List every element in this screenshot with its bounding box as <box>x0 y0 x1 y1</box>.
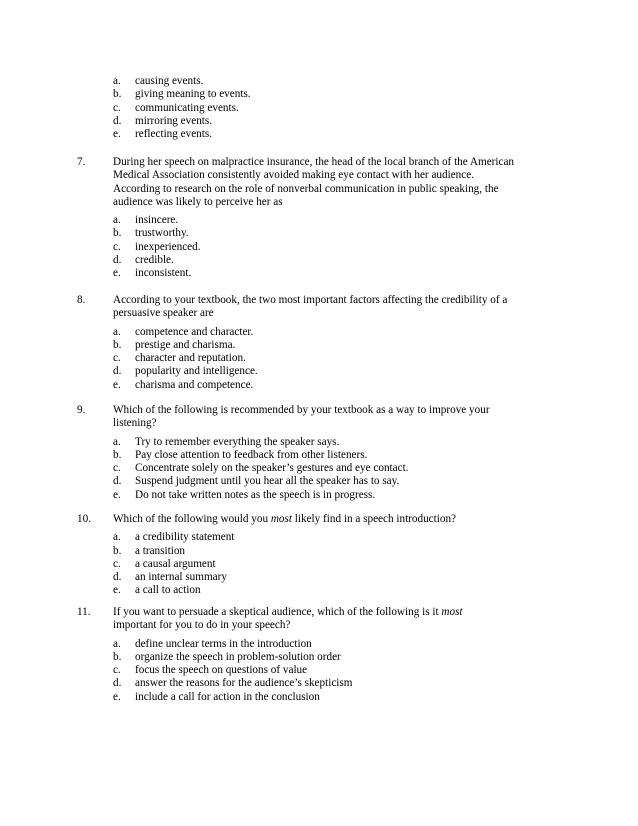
question-7 <box>77 156 547 281</box>
option <box>113 651 553 664</box>
option <box>113 677 553 690</box>
option-letter: b. <box>113 338 122 351</box>
text-run: likely find in a speech introduction? <box>291 513 457 525</box>
option <box>113 379 553 392</box>
option-text: a credibility statement <box>135 531 235 544</box>
question-11 <box>77 606 547 704</box>
option <box>113 558 553 571</box>
option-letter: e. <box>113 488 121 501</box>
option <box>113 664 553 677</box>
option-text: answer the reasons for the audience’s skepticism <box>135 677 353 690</box>
text-run: If you want to persuade a skeptical audience, which of the following is it <box>113 606 442 618</box>
option-letter: b. <box>113 227 122 240</box>
option-text: an internal summary <box>135 571 227 584</box>
option-letter: d. <box>113 254 122 267</box>
option-text: popularity and intelligence. <box>135 365 258 378</box>
question-8 <box>77 294 547 392</box>
option-letter: c. <box>113 101 121 114</box>
option-text: include a call for action in the conclusion <box>135 690 320 703</box>
option <box>113 88 553 101</box>
options <box>113 531 553 597</box>
question-line: According to your textbook, the two most important factors affecting the credibility of a <box>113 294 508 306</box>
options <box>113 326 553 392</box>
option-letter: c. <box>113 462 121 475</box>
option-letter: d. <box>113 677 122 690</box>
question-text <box>113 513 547 526</box>
options <box>113 638 553 704</box>
option-letter: e. <box>113 267 121 280</box>
option-letter: a. <box>113 531 121 544</box>
option-letter: e. <box>113 378 121 391</box>
option-letter: e. <box>113 128 121 141</box>
option-text: charisma and competence. <box>135 378 254 391</box>
option-text: insincere. <box>135 214 179 227</box>
option-letter: b. <box>113 650 122 663</box>
option <box>113 489 553 502</box>
options <box>113 436 553 502</box>
option <box>113 691 553 704</box>
option-text: Do not take written notes as the speech is in progress. <box>135 488 376 501</box>
option-text: organize the speech in problem-solution order <box>135 650 341 663</box>
option-text: a causal argument <box>135 557 216 570</box>
option-letter: b. <box>113 448 122 461</box>
question-number: 10. <box>77 513 91 525</box>
option-letter: d. <box>113 571 122 584</box>
option-text: focus the speech on questions of value <box>135 664 308 677</box>
option <box>113 115 553 128</box>
options <box>113 214 553 280</box>
option-letter: a. <box>113 435 121 448</box>
question-10 <box>77 513 547 598</box>
option <box>113 128 553 141</box>
question-line: According to research on the role of nonverbal communication in public speaking, the <box>113 182 499 195</box>
option <box>113 531 553 544</box>
option-letter: a. <box>113 75 121 87</box>
option <box>113 584 553 597</box>
emphasis: most <box>270 513 292 525</box>
option-text: mirroring events. <box>135 114 213 127</box>
option-letter: e. <box>113 584 121 597</box>
option <box>113 227 553 240</box>
option-text: reflecting events. <box>135 128 213 141</box>
option-text: prestige and charisma. <box>135 338 236 351</box>
option-text: Try to remember everything the speaker says. <box>135 435 340 448</box>
question-line: persuasive speaker are <box>113 307 214 320</box>
question-text <box>113 606 547 633</box>
option-letter: d. <box>113 365 122 378</box>
option-letter: a. <box>113 214 121 227</box>
option <box>113 449 553 462</box>
question-9 <box>77 404 547 502</box>
option-letter: d. <box>113 475 122 488</box>
option-letter: c. <box>113 352 121 365</box>
option <box>113 267 553 280</box>
option-text: character and reputation. <box>135 352 246 365</box>
text-run: important for you to do in your speech? <box>113 619 291 632</box>
option <box>113 241 553 254</box>
option-letter: a. <box>113 325 121 338</box>
option <box>113 365 553 378</box>
option-text: trustworthy. <box>135 227 189 240</box>
question-text <box>113 404 547 431</box>
option-letter: d. <box>113 114 122 127</box>
option-text: giving meaning to events. <box>135 88 251 101</box>
option-text: Pay close attention to feedback from other listeners. <box>135 448 368 461</box>
question-number: 11. <box>77 606 91 618</box>
option <box>113 436 553 449</box>
option <box>113 352 553 365</box>
question-number: 7. <box>77 156 86 168</box>
question-text <box>113 156 547 209</box>
option-letter: b. <box>113 88 122 101</box>
option <box>113 326 553 339</box>
question-line: During her speech on malpractice insurance, the head of the local branch of the American <box>113 156 515 168</box>
question-number: 9. <box>77 404 86 416</box>
question-line: audience was likely to perceive her as <box>113 195 283 208</box>
option <box>113 339 553 352</box>
option <box>113 102 553 115</box>
option-letter: e. <box>113 690 121 703</box>
option-text: a transition <box>135 544 186 557</box>
question-line <box>113 619 547 632</box>
question-line <box>113 513 547 526</box>
option-text: a call to action <box>135 584 201 597</box>
lead-options <box>113 75 553 141</box>
option-letter: c. <box>113 557 121 570</box>
option <box>113 214 553 227</box>
option <box>113 571 553 584</box>
question-number: 8. <box>77 294 86 306</box>
option-text: competence and character. <box>135 325 254 338</box>
option-text: inconsistent. <box>135 267 192 280</box>
option-letter: a. <box>113 637 121 650</box>
option <box>113 75 553 88</box>
option-text: Suspend judgment until you hear all the speaker has to say. <box>135 475 400 488</box>
option <box>113 638 553 651</box>
option <box>113 462 553 475</box>
option-letter: c. <box>113 664 121 677</box>
option-text: Concentrate solely on the speaker’s gestures and eye contact. <box>135 462 409 475</box>
question-text <box>113 294 547 321</box>
option-text: causing events. <box>135 75 204 87</box>
option-letter: b. <box>113 544 122 557</box>
text-run: Which of the following would you <box>113 513 271 525</box>
question-line: Medical Association consistently avoided making eye contact with her audience. <box>113 169 474 182</box>
question-line: listening? <box>113 417 157 430</box>
option <box>113 545 553 558</box>
option-text: communicating events. <box>135 101 239 114</box>
question-line <box>113 606 547 619</box>
emphasis: most <box>441 606 463 618</box>
option <box>113 475 553 488</box>
option-text: credible. <box>135 254 174 267</box>
question-line: Which of the following is recommended by your textbook as a way to improve your <box>113 404 490 416</box>
option-letter: c. <box>113 240 121 253</box>
option-text: inexperienced. <box>135 240 201 253</box>
option-text: define unclear terms in the introduction <box>135 637 312 650</box>
option <box>113 254 553 267</box>
